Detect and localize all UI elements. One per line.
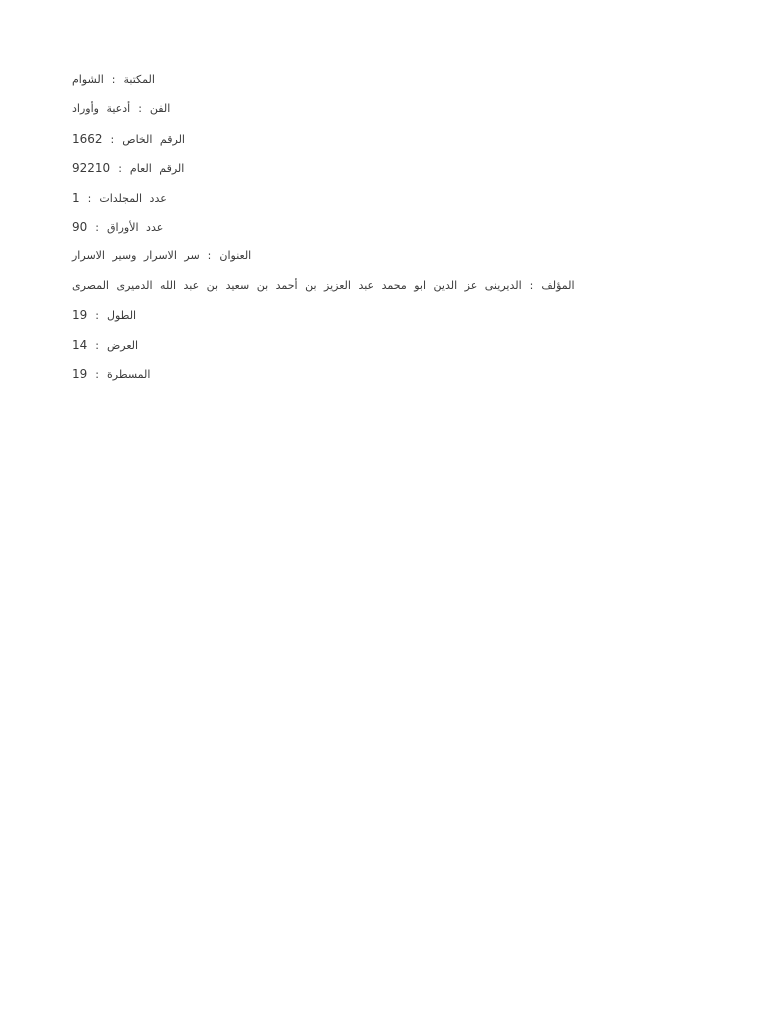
record-label: الرقم العام [129, 162, 185, 176]
record-value: 1 [72, 190, 80, 205]
record-value: 14 [72, 337, 88, 352]
record-separator: : [111, 73, 116, 86]
record-separator: : [95, 367, 99, 381]
record-separator: : [95, 338, 99, 352]
record-leaves [72, 219, 692, 248]
record-label: المسطرة [107, 367, 151, 381]
record-value: أدعية وأوراد [72, 102, 131, 116]
record-value: 19 [72, 366, 88, 381]
record-value: الديرينى عز الدين ابو محمد عبد العزيز بن أحمد بن سعيد بن عبد الله الدميرى المصرى [72, 278, 522, 292]
record-library [72, 72, 692, 101]
record-label: الفن [149, 102, 171, 116]
record-ruling [72, 366, 692, 395]
record-separator: : [207, 249, 212, 263]
record-value: 90 [72, 219, 88, 234]
record-volumes [72, 190, 692, 219]
record-separator: : [138, 102, 142, 116]
record-value: 1662 [72, 131, 103, 146]
record-label: الطول [107, 309, 137, 323]
record-subject [72, 101, 692, 130]
record-separator: : [110, 132, 115, 146]
record-width [72, 337, 692, 366]
record-value: 92210 [72, 161, 111, 176]
record-label: عدد الأوراق [107, 220, 164, 234]
record-author [72, 278, 692, 307]
record-label: عدد المجلدات [99, 191, 167, 205]
record-separator: : [118, 162, 122, 176]
record-label: العرض [107, 338, 139, 352]
record-label: المكتبة [123, 73, 155, 86]
record-value: الشوام [72, 73, 104, 86]
record-label: الرقم الخاص [122, 132, 185, 146]
record-value: 19 [72, 308, 88, 323]
record-general-number [72, 160, 692, 189]
record-value: سر الاسرار وسير الاسرار [72, 249, 200, 263]
record-length [72, 307, 692, 336]
record-separator: : [95, 220, 99, 234]
record-separator: : [95, 309, 99, 323]
record-separator: : [87, 191, 92, 205]
record-private-number [72, 131, 692, 160]
record-title [72, 248, 692, 277]
record-separator: : [529, 278, 534, 292]
record-label: المؤلف [541, 278, 575, 292]
record-label: العنوان [219, 249, 252, 263]
catalog-record-list [72, 72, 692, 395]
